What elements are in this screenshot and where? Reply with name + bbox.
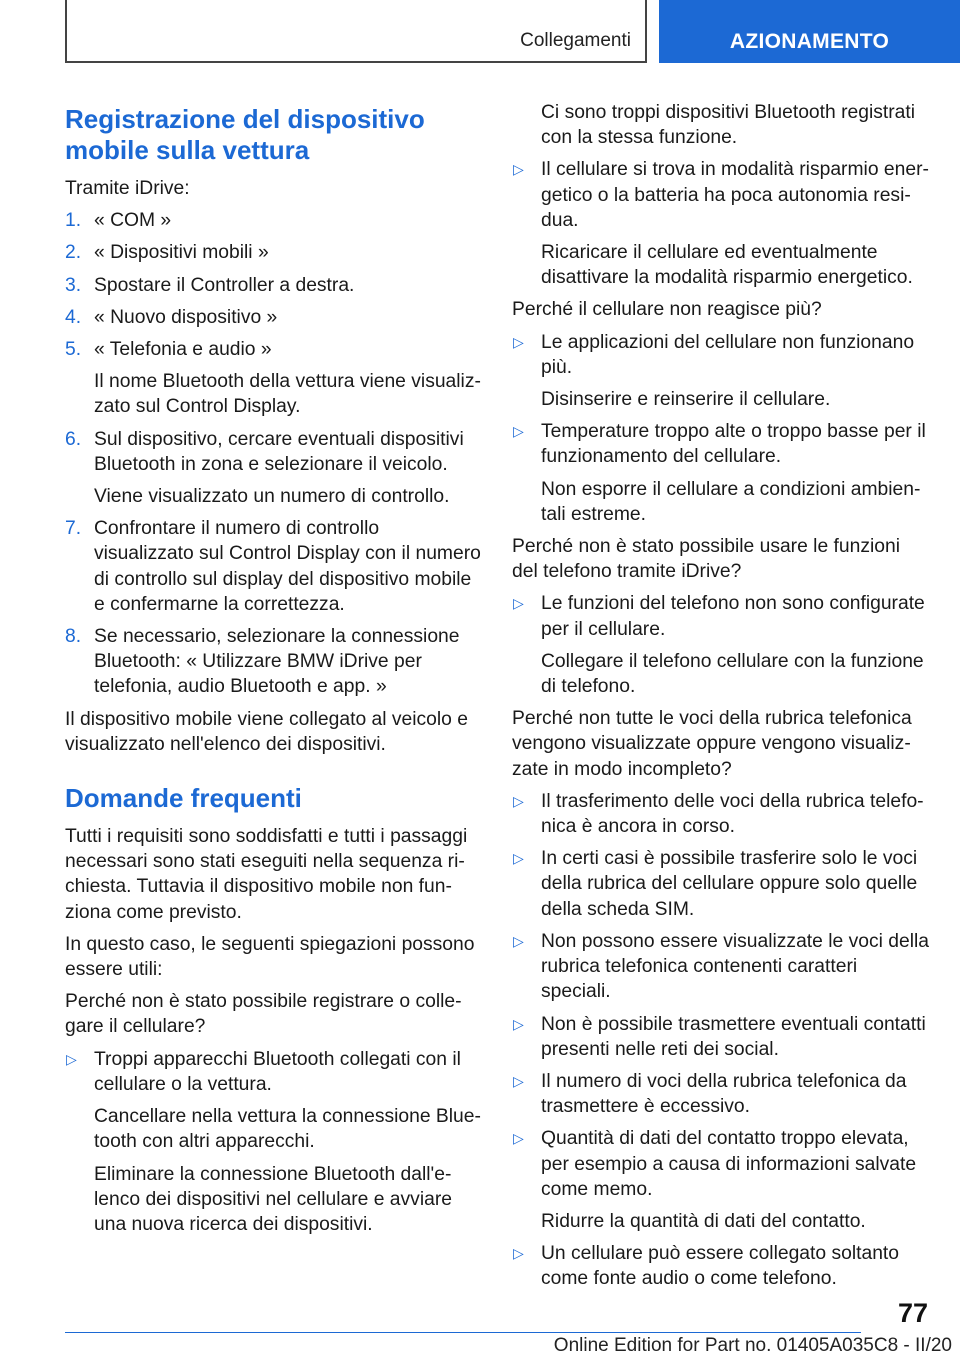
bullet-sub: Disinserire e reinserire il cellulare.: [541, 389, 831, 411]
bullet-sub: Non esporre il cellulare a condizioni ambientali estreme.: [541, 478, 921, 525]
step-number: 2.: [65, 242, 82, 264]
triangle-bullet-icon: ▷: [513, 932, 524, 949]
bullet-text: Le funzioni del telefono non sono configurate per il cellulare.: [541, 593, 925, 640]
step-text: « COM »: [94, 210, 172, 232]
question-not-reacting: Perché il cellulare non reagisce più?: [512, 299, 822, 321]
step-number: 1.: [65, 210, 82, 232]
triangle-bullet-icon: ▷: [513, 333, 524, 350]
bullet-sub: Ricaricare il cellulare ed eventualmente disattivare la modalità risparmio energetico.: [541, 242, 913, 289]
step-number: 8.: [65, 626, 82, 648]
bullet-item: [512, 330, 930, 380]
triangle-bullet-icon: ▷: [513, 1072, 524, 1089]
bullet-text: Non è possibile trasmettere eventuali contatti presenti nelle reti dei social.: [541, 1013, 926, 1060]
step-item: [65, 240, 483, 265]
bullet-text: Il trasferimento delle voci della rubrica telefonica è ancora in corso.: [541, 790, 924, 838]
bullet-item: [512, 1012, 930, 1062]
page-number: 77: [897, 1298, 928, 1328]
after-steps-text: Il dispositivo mobile viene collegato al veicolo e visualizzato nell'elenco dei dispositivi.: [65, 708, 468, 755]
triangle-bullet-icon: ▷: [513, 1245, 524, 1262]
bullet-text: Il cellulare si trova in modalità risparmio energetico o la batteria ha poca autonomia residua.: [541, 159, 929, 231]
question-functions: Perché non è stato possibile usare le funzioni del telefono tramite iDrive?: [512, 536, 901, 583]
step-text: « Nuovo dispositivo »: [94, 306, 278, 328]
left-column: [65, 100, 483, 1244]
bullet-text: Temperature troppo alte o troppo basse per il funzionamento del cellulare.: [541, 421, 926, 468]
bullet-text: Non possono essere visualizzate le voci della rubrica telefonica contenenti caratteri speciali.: [541, 930, 929, 1003]
bullet-text: Le applicazioni del cellulare non funzionano più.: [541, 331, 915, 378]
triangle-bullet-icon: ▷: [66, 1050, 77, 1067]
step-number: 7.: [65, 518, 82, 540]
page-header: [0, 0, 960, 66]
step-item: [65, 273, 483, 298]
step-number: 5.: [65, 339, 82, 361]
step-text: Spostare il Controller a destra.: [94, 274, 355, 296]
bullet-item: [512, 1069, 930, 1119]
step-item: [65, 624, 483, 700]
chapter-tab: AZIONAMENTO: [659, 0, 960, 63]
step-item: [65, 427, 483, 477]
step-item: [65, 516, 483, 617]
step-item: [65, 208, 483, 233]
bullet-sub: Collegare il telefono cellulare con la funzione di telefono.: [541, 650, 924, 698]
triangle-bullet-icon: ▷: [513, 850, 524, 867]
bullet-sub: Cancellare nella vettura la connessione Bluetooth con altri apparecchi.: [94, 1106, 481, 1153]
faq-intro-2: In questo caso, le seguenti spiegazioni possono essere utili:: [65, 933, 475, 981]
step-text: Se necessario, selezionare la connessione Bluetooth: « Utilizzare BMW iDrive per telefonia, audio Bluetooth e app. »: [94, 626, 460, 698]
faq-intro: Tutti i requisiti sono soddisfatti e tutti i passaggi necessari sono stati eseguiti nella sequenza richiesta. Tuttavia il dispositivo mobile non funziona come previsto.: [65, 826, 468, 923]
step-text: Confrontare il numero di controllo visualizzato sul Control Display con il numero di controllo sul display del dispositivo mobile e confermarne la correttezza.: [94, 518, 481, 615]
step-item: [65, 337, 483, 362]
step-note: Viene visualizzato un numero di controllo.: [94, 486, 450, 508]
bullet-sub: Ci sono troppi dispositivi Bluetooth registrati con la stessa funzione.: [541, 102, 916, 149]
bullet-item: [512, 1126, 930, 1202]
question-register: Perché non è stato possibile registrare o collegare il cellulare?: [65, 991, 462, 1038]
intro-text: Tramite iDrive:: [65, 178, 190, 199]
footer-divider: [65, 1332, 861, 1333]
bullet-item: [512, 846, 930, 922]
steps-list: [65, 208, 483, 699]
bullet-sub: Ridurre la quantità di dati del contatto.: [541, 1210, 866, 1232]
bullet-sub: Eliminare la connessione Bluetooth dall'elenco dei dispositivi nel cellulare e avviare una nuova ricerca dei dispositivi.: [94, 1163, 452, 1235]
bullet-item: [512, 1241, 930, 1291]
triangle-bullet-icon: ▷: [513, 161, 524, 178]
triangle-bullet-icon: ▷: [513, 792, 524, 809]
bullet-item: [512, 419, 930, 469]
bullet-item: [512, 929, 930, 1005]
bullet-item: [512, 157, 930, 233]
bullet-text: In certi casi è possibile trasferire solo le voci della rubrica del cellulare oppure solo quelle della scheda SIM.: [541, 848, 918, 920]
bullet-item: [512, 789, 930, 839]
section-tab: [65, 0, 647, 63]
triangle-bullet-icon: ▷: [513, 423, 524, 440]
step-item: [65, 305, 483, 330]
question-phonebook: Perché non tutte le voci della rubrica telefonica vengono visualizzate oppure vengono visualizzate in modo incompleto?: [512, 708, 912, 780]
bullet-text: Troppi apparecchi Bluetooth collegati con il cellulare o la vettura.: [94, 1048, 461, 1095]
bullet-text: Un cellulare può essere collegato soltanto come fonte audio o come telefono.: [541, 1243, 899, 1290]
step-text: « Dispositivi mobili »: [94, 242, 269, 264]
heading-registration: Registrazione del dispositivo mobile sulla vettura: [65, 104, 425, 165]
step-number: 4.: [65, 306, 82, 328]
bullet-text: Quantità di dati del contatto troppo elevata, per esempio a causa di informazioni salvate come memo.: [541, 1128, 917, 1200]
triangle-bullet-icon: ▷: [513, 595, 524, 612]
right-column: [512, 100, 930, 1299]
step-text: « Telefonia e audio »: [94, 339, 272, 361]
bullet-item: [65, 1047, 483, 1097]
bullet-item: [512, 591, 930, 641]
heading-faq: Domande frequenti: [65, 783, 302, 814]
step-number: 6.: [65, 428, 82, 450]
triangle-bullet-icon: ▷: [513, 1015, 524, 1032]
triangle-bullet-icon: ▷: [513, 1130, 524, 1147]
step-number: 3.: [65, 274, 82, 296]
bullet-text: Il numero di voci della rubrica telefonica da trasmettere è eccessivo.: [541, 1070, 907, 1118]
step-note: Il nome Bluetooth della vettura viene visualizzato sul Control Display.: [94, 371, 481, 418]
footer-edition: Online Edition for Part no. 01405A035C8 - II/20: [553, 1335, 952, 1356]
section-title: Collegamenti: [520, 30, 631, 51]
step-text: Sul dispositivo, cercare eventuali dispositivi Bluetooth in zona e selezionare il veicolo.: [94, 428, 464, 475]
